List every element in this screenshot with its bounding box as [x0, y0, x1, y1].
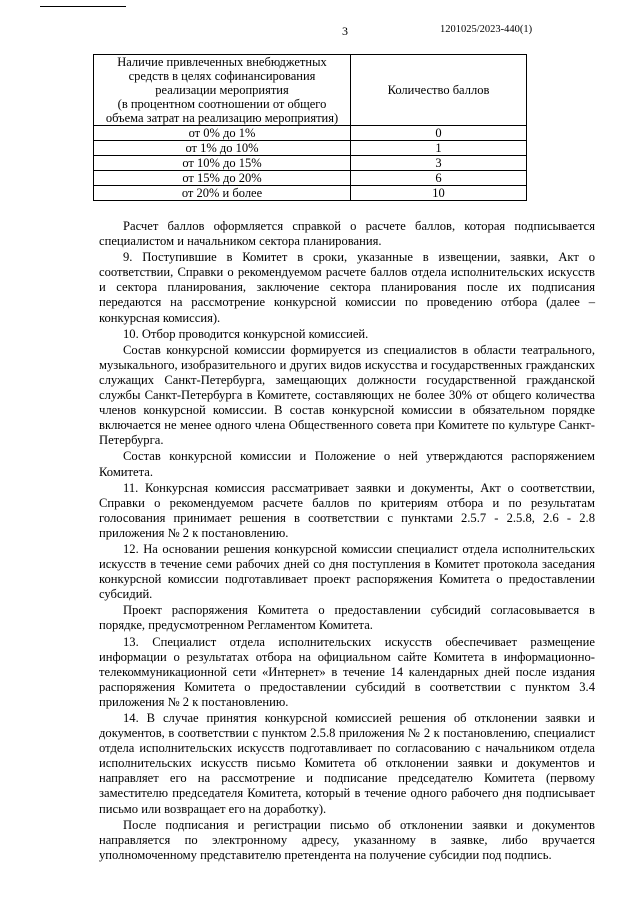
header-line: средств в целях софинансирования: [128, 69, 316, 83]
paragraph-11: 11. Конкурсная комиссия рассматривает заявки и документы, Акт о соответствии, Справки о рекомендуемом расчете баллов по критериям отбора и по результатам голосования принимает решения в соответствии с пунктами 2.5.7 - 2.5.8, 2.6 - 2.8 приложения № 2 к постановлению.: [99, 480, 595, 540]
range-cell: от 20% и более: [94, 186, 351, 201]
range-cell: от 15% до 20%: [94, 171, 351, 186]
table-header-row: [94, 55, 527, 126]
paragraph-12: 12. На основании решения конкурсной комиссии специалист отдела исполнительских искусств в течение семи рабочих дней со дня поступления в Комитет протокола заседания конкурсной комиссии подготавливает проект распоряжения Комитета о предоставлении субсидий.: [99, 541, 595, 602]
score-cell: 6: [351, 171, 527, 186]
paragraph-9: 9. Поступившие в Комитет в сроки, указанные в извещении, заявки, Акт о соответствии, Справки о рекомендуемом расчете баллов отдела исполнительских искусств и сектора планирования, заключение сектора планирования после их подписания передаются на рассмотрение конкурсной комиссии по проведению отбора (далее – конкурсная комиссия).: [99, 250, 595, 325]
table-row: [94, 156, 527, 171]
document-number: 1201025/2023-440(1): [440, 24, 533, 35]
paragraph-14: 14. В случае принятия конкурсной комиссией решения об отклонении заявки и документов, в соответствии с пунктом 2.5.8 приложения № 2 к постановлению, специалист отдела исполнительских искусств подготавливает по согласованию с начальником отдела исполнительских искусств письмо Комитета об отклонении заявки и документов и направляет его на рассмотрение и подписание председателю Комитета (первому заместителю председателя Комитета, который в течение одного рабочего дня подписывает письмо или возвращает его на доработку).: [99, 711, 595, 816]
header-line: Наличие привлеченных внебюджетных: [117, 55, 327, 69]
score-cell: 3: [351, 156, 527, 171]
table-row: [94, 171, 527, 186]
paragraph-draft-approval: Проект распоряжения Комитета о предоставлении субсидий согласовывается в порядке, предусмотренном Регламентом Комитета.: [99, 603, 595, 633]
score-cell: 10: [351, 186, 527, 201]
score-cell: 1: [351, 141, 527, 156]
page-number: 3: [342, 24, 348, 38]
table-row: [94, 126, 527, 141]
paragraph-commission-composition: Состав конкурсной комиссии формируется из специалистов в области театрального, музыкального, изобразительного и других видов искусства и государственных гражданских служащих Санкт-Петербурга, замещающих должности государственной гражданской службы Санкт-Петербурга в Комитете, составляющих не более 30% от общего количества членов конкурсной комиссии. В состав конкурсной комиссии в обязательном порядке включается не менее одного члена Общественного совета при Комитете по культуре Санкт-Петербурга.: [99, 342, 595, 448]
range-cell: от 10% до 15%: [94, 156, 351, 171]
score-cell: 0: [351, 126, 527, 141]
header-funding-share: [94, 55, 351, 126]
table-row: [94, 186, 527, 201]
header-rule: [40, 6, 126, 7]
header-line: реализации мероприятия: [155, 83, 289, 97]
paragraph-13: 13. Специалист отдела исполнительских искусств обеспечивает размещение информации о результатах отбора на официальном сайте Комитета в информационно-телекоммуникационной сети «Интернет» в течение 14 календарных дней после издания распоряжения Комитета о предоставлении субсидий в соответствии с пунктом 3.4 приложения № 2 к постановлению.: [99, 634, 595, 709]
paragraph-10: 10. Отбор проводится конкурсной комиссией.: [123, 326, 369, 341]
range-cell: от 0% до 1%: [94, 126, 351, 141]
header-line: (в процентном соотношении от общего: [117, 97, 327, 111]
paragraph-rejection-letter: После подписания и регистрации письмо об отклонении заявки и документов направляется по электронному адресу, указанному в заявке, либо вручается уполномоченному представителю претендента на получение субсидии под подпись.: [99, 817, 595, 862]
table-row: [94, 141, 527, 156]
header-score: Количество баллов: [351, 55, 527, 126]
document-body: [99, 219, 595, 863]
paragraph-commission-approval: Состав конкурсной комиссии и Положение о ней утверждаются распоряжением Комитета.: [99, 449, 595, 479]
score-table: [93, 54, 527, 201]
header-line: объема затрат на реализацию мероприятия): [105, 111, 339, 125]
paragraph-score-calculation: Расчет баллов оформляется справкой о расчете баллов, которая подписывается специалистом и начальником сектора планирования.: [99, 219, 595, 249]
range-cell: от 1% до 10%: [94, 141, 351, 156]
